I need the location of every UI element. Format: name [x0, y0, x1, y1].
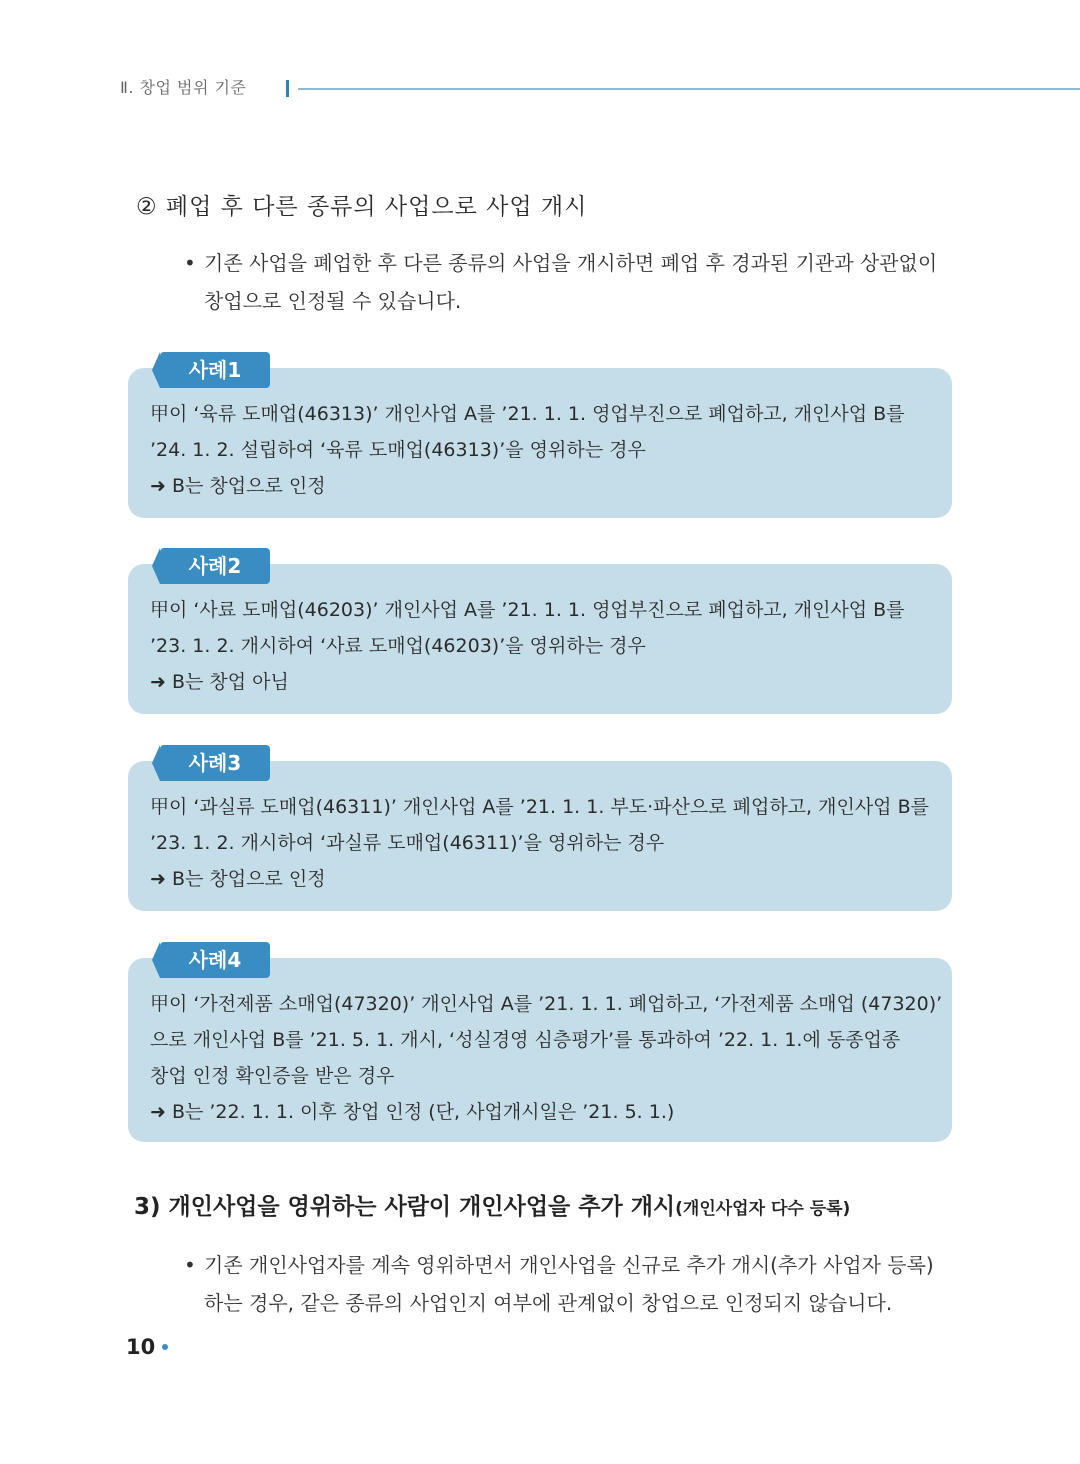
case-line: 창업 인정 확인증을 받은 경우 [150, 1065, 395, 1087]
case-line: ➜ B는 창업 아님 [150, 671, 289, 693]
case-line: ➜ B는 창업으로 인정 [150, 868, 326, 890]
case-line: ’24. 1. 2. 설립하여 ‘육류 도매업(46313)’을 영위하는 경우 [150, 439, 646, 461]
case-box-4 [128, 958, 952, 1142]
section-label: Ⅱ. 창업 범위 기준 [120, 78, 247, 97]
page-number: 10 [126, 1335, 156, 1359]
section-3-heading [134, 1190, 850, 1226]
case-line: ➜ B는 ’22. 1. 1. 이후 창업 인정 (단, 사업개시일은 ’21. 5. 1.) [150, 1101, 675, 1123]
paragraph-text: 기존 사업을 폐업한 후 다른 종류의 사업을 개시하면 폐업 후 경과된 기관과 상관없이 창업으로 인정될 수 있습니다. [204, 251, 938, 313]
section-3-paragraph [184, 1246, 956, 1322]
case-label-3: 사례3 [160, 745, 270, 781]
header-accent-bar [286, 80, 289, 97]
case-line: 甲이 ‘사료 도매업(46203)’ 개인사업 A를 ’21. 1. 1. 영업부진으로 폐업하고, 개인사업 B를 [150, 599, 905, 621]
case-line: ➜ B는 창업으로 인정 [150, 475, 326, 497]
case-line: 甲이 ‘육류 도매업(46313)’ 개인사업 A를 ’21. 1. 1. 영업부진으로 폐업하고, 개인사업 B를 [150, 403, 905, 425]
subsection-paragraph [184, 244, 956, 320]
page-number-dot [162, 1344, 168, 1350]
case-box-3 [128, 761, 952, 911]
case-box-1 [128, 368, 952, 518]
header-rule [298, 88, 1080, 90]
case-line: ’23. 1. 2. 개시하여 ‘사료 도매업(46203)’을 영위하는 경우 [150, 635, 646, 657]
case-line: 으로 개인사업 B를 ’21. 5. 1. 개시, ‘성실경영 심층평가’를 통과하여 ’22. 1. 1.에 동종업종 [150, 1029, 901, 1051]
case-label-4: 사례4 [160, 942, 270, 978]
subsection-heading: ② 폐업 후 다른 종류의 사업으로 사업 개시 [136, 194, 588, 220]
section-3-title-note: (개인사업자 다수 등록) [675, 1199, 851, 1219]
case-line: 甲이 ‘과실류 도매업(46311)’ 개인사업 A를 ’21. 1. 1. 부도·파산으로 폐업하고, 개인사업 B를 [150, 796, 929, 818]
case-line: ’23. 1. 2. 개시하여 ‘과실류 도매업(46311)’을 영위하는 경우 [150, 832, 665, 854]
running-header [120, 76, 1080, 102]
paragraph-text: 기존 개인사업자를 계속 영위하면서 개인사업을 신규로 추가 개시(추가 사업자 등록)하는 경우, 같은 종류의 사업인지 여부에 관계없이 창업으로 인정되지 않습니다. [204, 1253, 934, 1315]
case-line: 甲이 ‘가전제품 소매업(47320)’ 개인사업 A를 ’21. 1. 1. 폐업하고, ‘가전제품 소매업 (47320)’ [150, 993, 943, 1015]
case-box-2 [128, 564, 952, 714]
case-label-1: 사례1 [160, 352, 270, 388]
case-label-2: 사례2 [160, 548, 270, 584]
bullet-dot: • [184, 251, 196, 275]
bullet-dot: • [184, 1253, 196, 1277]
section-3-title: 3) 개인사업을 영위하는 사람이 개인사업을 추가 개시 [134, 1194, 676, 1220]
